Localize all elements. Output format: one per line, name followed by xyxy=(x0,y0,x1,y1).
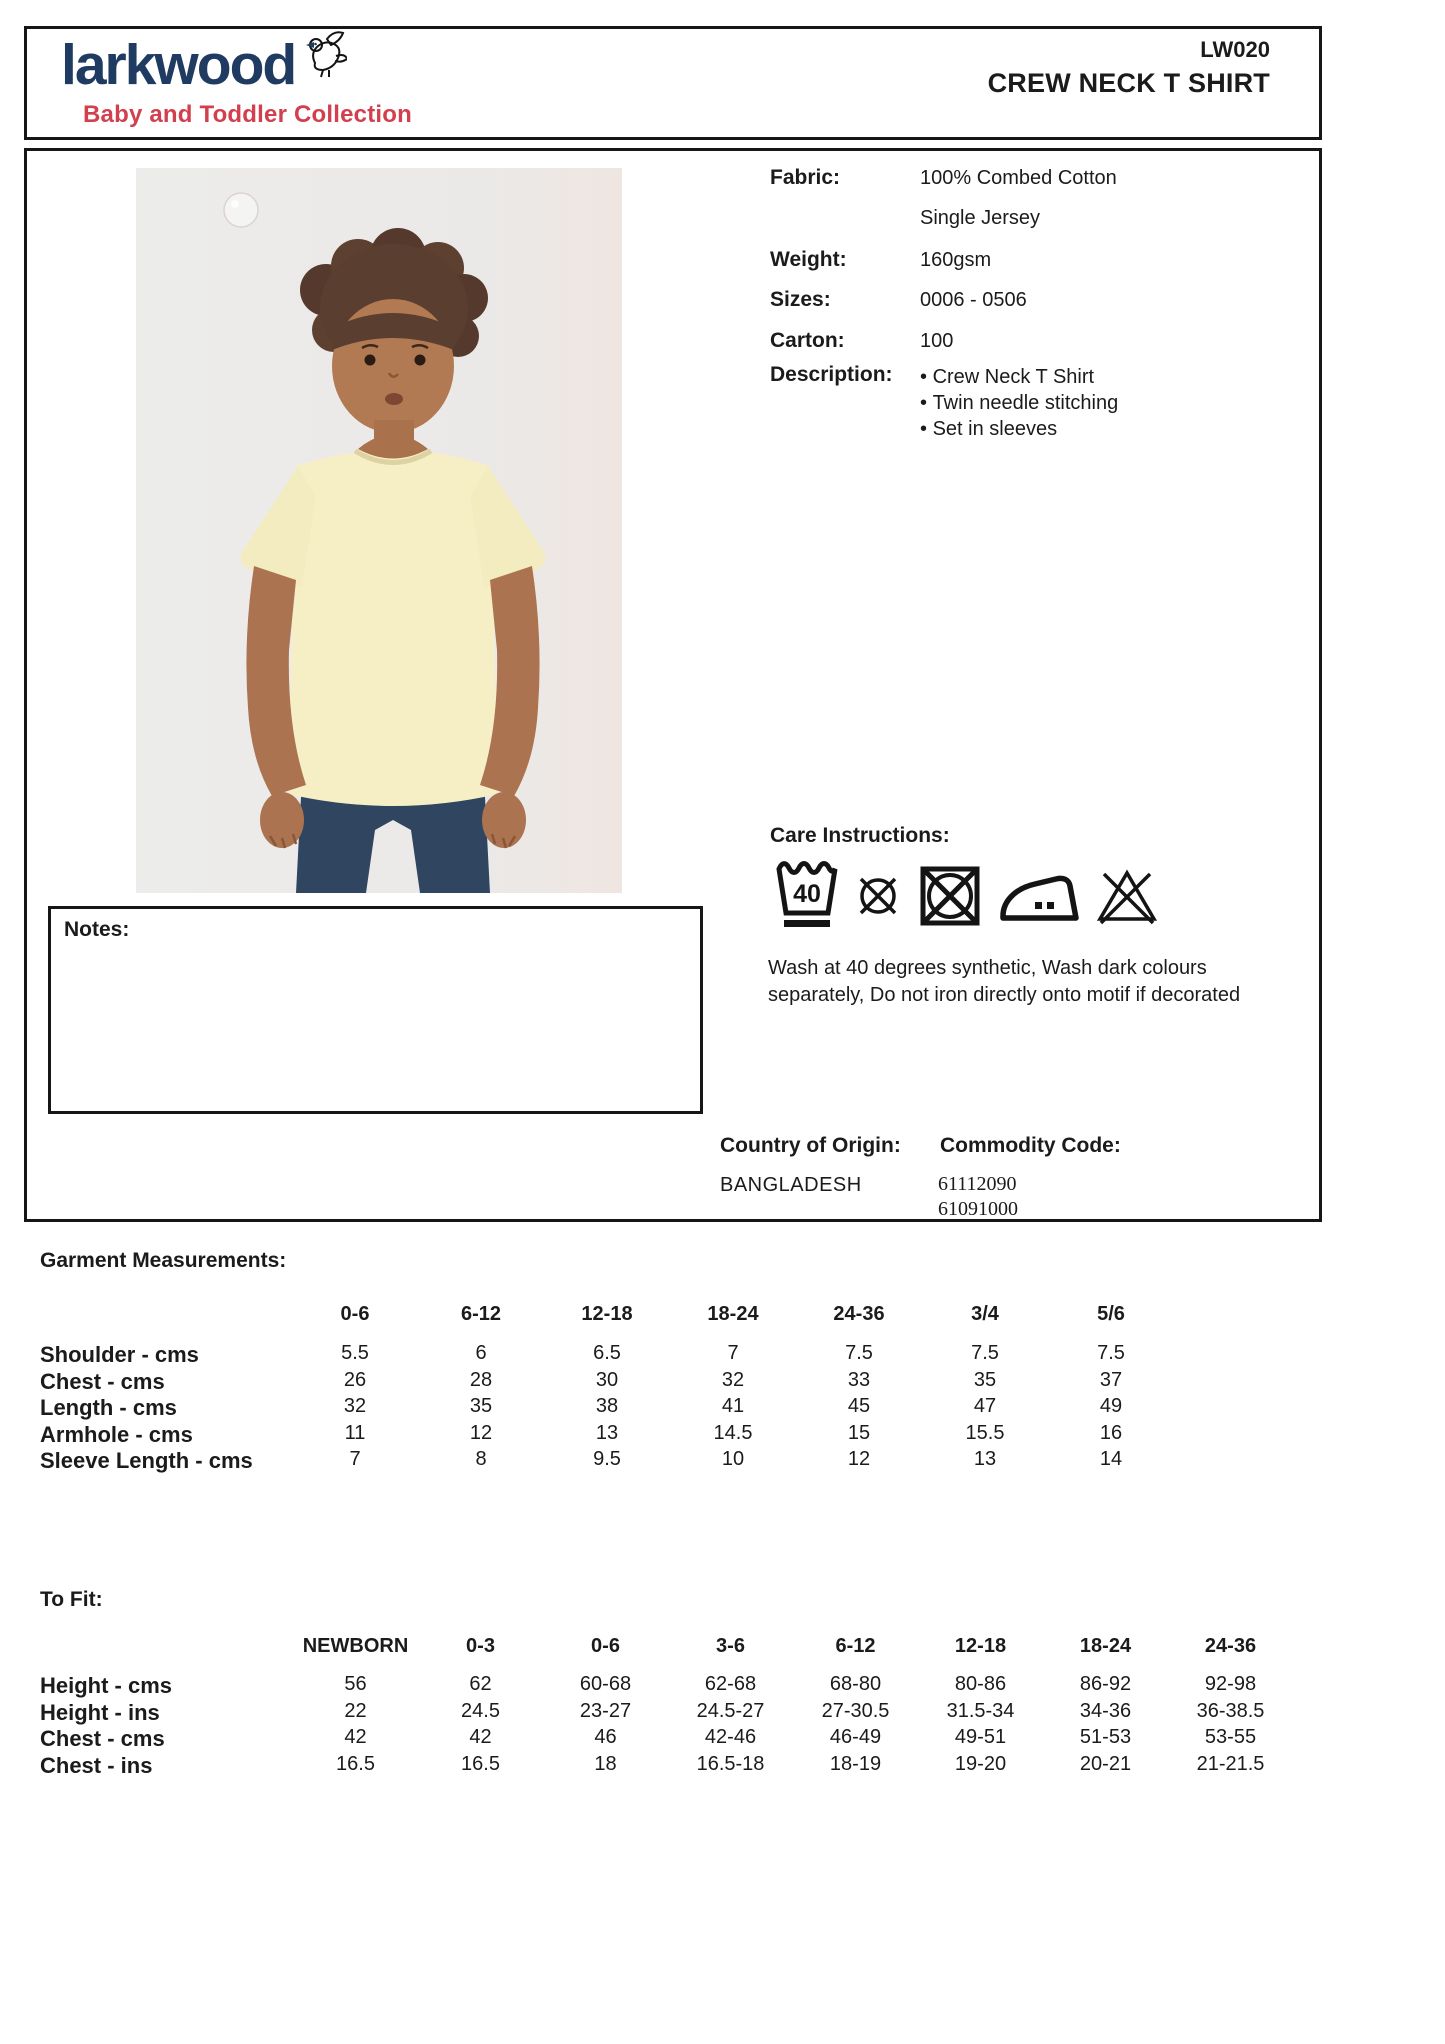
sizes-value: 0006 - 0506 xyxy=(920,289,1027,311)
table-cell: 47 xyxy=(973,1395,997,1417)
table-cell: 14.5 xyxy=(713,1421,753,1444)
column-header: 24-36 xyxy=(1204,1635,1257,1657)
table-cell: 42-46 xyxy=(704,1726,757,1748)
description-item: • Crew Neck T Shirt xyxy=(920,364,1118,390)
table-cell: 36-38.5 xyxy=(1196,1699,1265,1722)
table-cell: 32 xyxy=(721,1368,745,1391)
description-list xyxy=(920,364,1118,442)
table-cell: 13 xyxy=(973,1448,997,1470)
column-header: 0-3 xyxy=(466,1635,495,1657)
table-cell: 42 xyxy=(469,1726,492,1748)
column-header: 6-12 xyxy=(835,1635,876,1657)
column-header: 3-6 xyxy=(716,1635,745,1657)
table-cell: 7 xyxy=(727,1342,739,1364)
table-cell: 49 xyxy=(1099,1395,1123,1417)
table-cell: 7 xyxy=(349,1448,361,1470)
care-instructions-text: Wash at 40 degrees synthetic, Wash dark colours separately, Do not iron directly onto motif if decorated xyxy=(768,957,1241,1006)
svg-text:40: 40 xyxy=(793,879,821,908)
table-cell: 37 xyxy=(1099,1368,1123,1391)
care-symbols-row xyxy=(775,857,1159,939)
do-not-tumble-dry-icon xyxy=(917,863,983,934)
notes-box xyxy=(48,906,703,1114)
table-header-row xyxy=(40,1635,1330,1662)
table-cell: 51-53 xyxy=(1079,1726,1132,1748)
iron-two-dot-icon xyxy=(997,867,1081,930)
table-cell: 26 xyxy=(343,1368,367,1391)
column-header: 18-24 xyxy=(707,1303,759,1325)
care-instructions-label: Care Instructions: xyxy=(770,824,950,847)
table-cell: 27-30.5 xyxy=(821,1699,890,1722)
table-cell: 49-51 xyxy=(954,1726,1007,1748)
weight-value: 160gsm xyxy=(920,249,992,271)
column-header: 12-18 xyxy=(581,1303,633,1325)
commodity-codes xyxy=(938,1172,1018,1222)
table-cell: 53-55 xyxy=(1204,1726,1257,1748)
table-cell: 80-86 xyxy=(954,1673,1007,1695)
do-not-dry-clean-icon xyxy=(853,871,903,926)
table-cell: 35 xyxy=(973,1368,997,1391)
country-of-origin-label: Country of Origin: xyxy=(720,1134,901,1157)
column-header: 6-12 xyxy=(460,1303,502,1325)
table-cell: 42 xyxy=(344,1726,367,1748)
table-row xyxy=(40,1753,1330,1780)
column-header: 3/4 xyxy=(971,1303,999,1325)
table-cell: 11 xyxy=(344,1421,366,1444)
carton-label: Carton: xyxy=(770,329,845,352)
table-cell: 24.5-27 xyxy=(696,1699,765,1722)
wash-40-icon xyxy=(775,857,839,940)
commodity-code-value: 61091000 xyxy=(938,1198,1018,1220)
header-product-block xyxy=(988,37,1270,98)
column-header: NEWBORN xyxy=(302,1635,409,1657)
description-item: • Set in sleeves xyxy=(920,416,1118,442)
row-label-spacer xyxy=(40,1303,292,1330)
table-cell: 86-92 xyxy=(1079,1673,1132,1695)
row-label: Chest - cms xyxy=(40,1368,165,1394)
table-cell: 30 xyxy=(595,1368,619,1391)
table-row xyxy=(40,1673,1330,1700)
table-cell: 16.5 xyxy=(336,1752,375,1775)
table-cell: 16.5-18 xyxy=(696,1752,765,1775)
table-cell: 45 xyxy=(847,1395,871,1417)
row-label: Shoulder - cms xyxy=(40,1342,199,1367)
commodity-code-label: Commodity Code: xyxy=(940,1134,1121,1157)
table-cell: 6.5 xyxy=(593,1342,621,1364)
table-cell: 16.5 xyxy=(461,1752,500,1775)
row-label: Chest - ins xyxy=(40,1752,153,1778)
table-cell: 8 xyxy=(475,1448,487,1470)
table-cell: 20-21 xyxy=(1079,1752,1132,1775)
product-photo xyxy=(136,168,622,893)
garment-measurements-section xyxy=(40,1248,1290,1475)
bird-logo-icon xyxy=(303,31,347,79)
row-label-spacer xyxy=(40,1635,293,1662)
to-fit-section xyxy=(40,1587,1330,1779)
header xyxy=(24,26,1322,140)
row-label: Sleeve Length - cms xyxy=(40,1448,253,1473)
table-cell: 14 xyxy=(1099,1448,1123,1470)
row-label: Length - cms xyxy=(40,1395,177,1420)
table-cell: 22 xyxy=(344,1699,367,1722)
page-title: CREW NECK T SHIRT xyxy=(987,68,1270,98)
table-row xyxy=(40,1448,1290,1475)
table-cell: 62-68 xyxy=(704,1673,757,1695)
table-cell: 9.5 xyxy=(593,1448,621,1470)
garment-measurements-table xyxy=(40,1303,1290,1475)
table-cell: 46-49 xyxy=(829,1726,882,1748)
table-cell: 33 xyxy=(847,1368,871,1391)
table-cell: 12 xyxy=(847,1448,871,1470)
do-not-bleach-icon xyxy=(1095,866,1159,931)
table-cell: 62 xyxy=(469,1673,492,1695)
table-cell: 24.5 xyxy=(461,1699,500,1722)
table-cell: 12 xyxy=(469,1421,493,1444)
to-fit-title: To Fit: xyxy=(40,1588,103,1611)
table-cell: 34-36 xyxy=(1079,1699,1132,1722)
table-cell: 15.5 xyxy=(965,1421,1005,1444)
weight-label: Weight: xyxy=(770,248,847,271)
table-cell: 31.5-34 xyxy=(946,1699,1015,1722)
table-cell: 10 xyxy=(721,1448,745,1470)
table-header-row xyxy=(40,1303,1290,1330)
commodity-code-value: 61112090 xyxy=(938,1173,1017,1195)
fabric-value-line2: Single Jersey xyxy=(920,207,1041,229)
garment-measurements-title: Garment Measurements: xyxy=(40,1249,287,1272)
description-label: Description: xyxy=(770,363,893,386)
table-row xyxy=(40,1700,1330,1727)
column-header: 18-24 xyxy=(1079,1635,1132,1657)
table-cell: 92-98 xyxy=(1204,1673,1257,1695)
country-of-origin-value: BANGLADESH xyxy=(720,1174,862,1196)
table-cell: 28 xyxy=(469,1368,493,1391)
product-code: LW020 xyxy=(1200,37,1270,62)
table-cell: 18-19 xyxy=(829,1752,882,1775)
row-label: Armhole - cms xyxy=(40,1421,193,1447)
table-cell: 38 xyxy=(595,1395,619,1417)
table-cell: 21-21.5 xyxy=(1196,1752,1265,1775)
table-cell: 18 xyxy=(594,1752,617,1775)
table-row xyxy=(40,1395,1290,1422)
fabric-value: 100% Combed Cotton xyxy=(920,167,1117,189)
table-row xyxy=(40,1342,1290,1369)
row-label: Height - cms xyxy=(40,1673,173,1698)
table-cell: 68-80 xyxy=(829,1673,882,1695)
table-cell: 19-20 xyxy=(954,1752,1007,1775)
table-cell: 7.5 xyxy=(1097,1342,1125,1364)
column-header: 5/6 xyxy=(1097,1303,1125,1325)
column-header: 0-6 xyxy=(591,1635,620,1657)
table-cell: 6 xyxy=(475,1342,487,1364)
table-cell: 56 xyxy=(344,1673,367,1695)
product-info-panel xyxy=(24,148,1322,1222)
table-cell: 16 xyxy=(1099,1421,1123,1444)
table-cell: 35 xyxy=(469,1395,493,1417)
brand-logo-text: larkwood xyxy=(61,33,296,97)
table-cell: 60-68 xyxy=(579,1673,632,1695)
column-header: 12-18 xyxy=(954,1635,1007,1657)
table-cell: 41 xyxy=(721,1395,745,1417)
table-cell: 46 xyxy=(594,1726,617,1748)
sizes-label: Sizes: xyxy=(770,288,831,311)
column-header: 0-6 xyxy=(340,1303,370,1325)
fabric-label: Fabric: xyxy=(770,166,841,189)
row-label: Chest - cms xyxy=(40,1726,165,1751)
table-row xyxy=(40,1726,1330,1753)
to-fit-table xyxy=(40,1635,1330,1779)
table-row xyxy=(40,1369,1290,1396)
table-cell: 32 xyxy=(343,1395,367,1417)
table-cell: 13 xyxy=(595,1421,619,1444)
table-cell: 15 xyxy=(847,1421,871,1444)
table-cell: 7.5 xyxy=(971,1342,999,1364)
table-cell: 7.5 xyxy=(845,1342,873,1364)
description-item: • Twin needle stitching xyxy=(920,390,1118,416)
table-cell: 5.5 xyxy=(341,1342,369,1364)
notes-label: Notes: xyxy=(64,918,130,941)
column-header: 24-36 xyxy=(833,1303,885,1325)
table-row xyxy=(40,1422,1290,1449)
row-label: Height - ins xyxy=(40,1699,160,1725)
brand-tagline: Baby and Toddler Collection xyxy=(83,101,412,128)
carton-value: 100 xyxy=(920,330,954,352)
table-cell: 23-27 xyxy=(579,1699,632,1722)
